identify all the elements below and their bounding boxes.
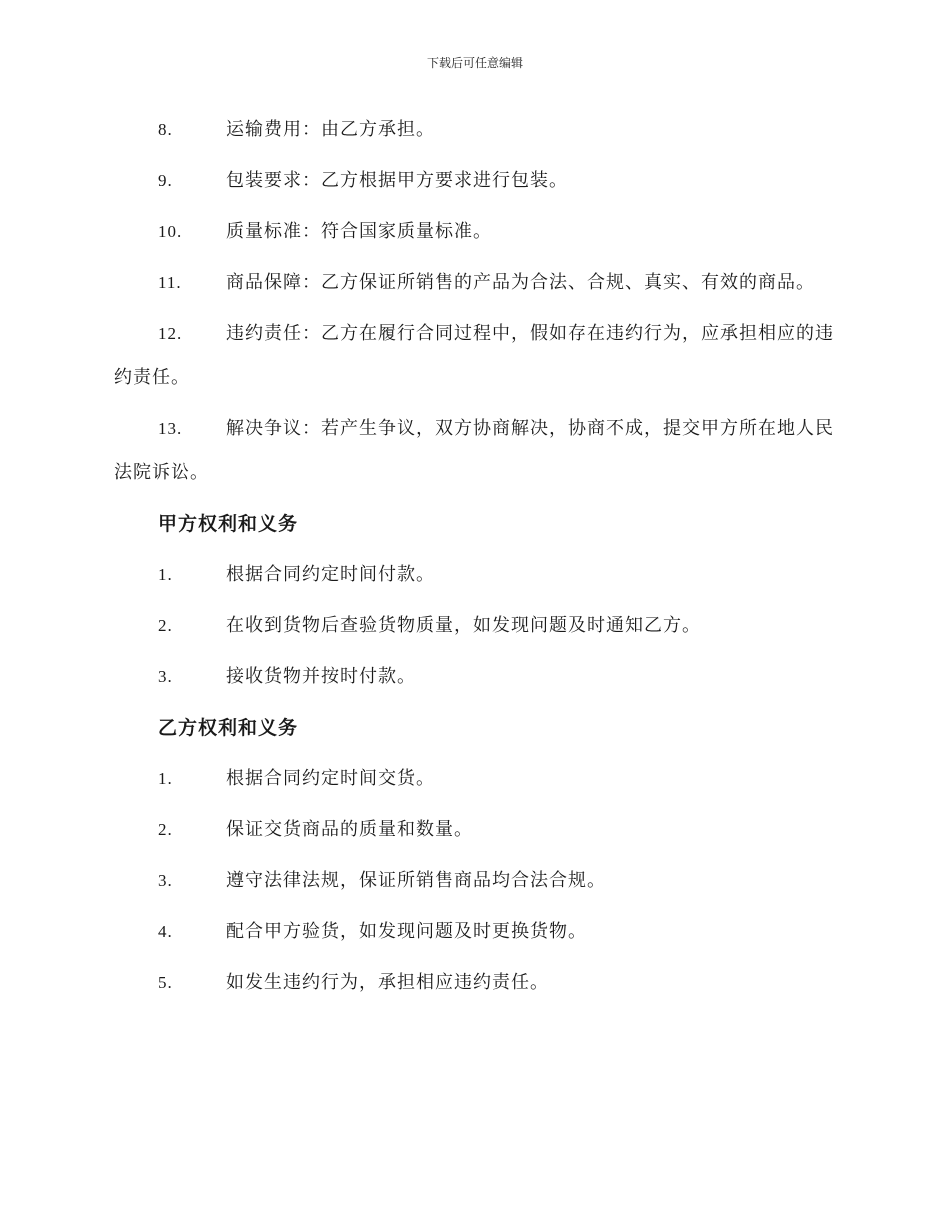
section-title-party-a: 甲方权利和义务 (158, 513, 299, 535)
item-number: 1. (158, 769, 173, 788)
clause-number: 13. (158, 419, 183, 438)
party-b-item (114, 808, 834, 852)
item-number: 3. (158, 667, 173, 686)
item-text: 遵守法律法规，保证所销售商品均合法合规。 (226, 870, 606, 891)
party-b-item (114, 757, 834, 801)
party-b-item (114, 910, 834, 954)
party-a-item (114, 553, 834, 597)
clause-text: 包装要求：乙方根据甲方要求进行包装。 (226, 170, 568, 191)
party-a-item (114, 655, 834, 699)
item-text: 根据合同约定时间交货。 (226, 768, 435, 789)
clause-item-8 (114, 108, 834, 152)
item-text: 保证交货商品的质量和数量。 (226, 819, 473, 840)
party-b-item (114, 859, 834, 903)
clause-number: 10. (158, 222, 183, 241)
item-number: 2. (158, 820, 173, 839)
item-number: 2. (158, 616, 173, 635)
clause-item-13 (114, 407, 834, 495)
item-number: 3. (158, 871, 173, 890)
clause-number: 8. (158, 120, 173, 139)
clause-text: 运输费用：由乙方承担。 (226, 119, 435, 140)
clause-item-11 (114, 261, 834, 305)
clause-number: 12. (158, 324, 183, 343)
item-text: 接收货物并按时付款。 (226, 666, 416, 687)
section-title-party-b: 乙方权利和义务 (158, 717, 299, 739)
party-a-item (114, 604, 834, 648)
item-number: 5. (158, 973, 173, 992)
item-text: 如发生违约行为，承担相应违约责任。 (226, 972, 549, 993)
page-header: 下载后可任意编辑 (426, 56, 523, 70)
item-number: 4. (158, 922, 173, 941)
item-text: 配合甲方验货，如发现问题及时更换货物。 (226, 921, 587, 942)
party-b-item (114, 961, 834, 1005)
clause-text: 违约责任：乙方在履行合同过程中，假如存在违约行为，应承担相应的违约责任。 (114, 323, 834, 388)
document-body (114, 108, 834, 1012)
clause-text: 商品保障：乙方保证所销售的产品为合法、合规、真实、有效的商品。 (226, 272, 815, 293)
clause-number: 9. (158, 171, 173, 190)
clause-item-10 (114, 210, 834, 254)
clause-text: 质量标准：符合国家质量标准。 (226, 221, 492, 242)
item-text: 在收到货物后查验货物质量，如发现问题及时通知乙方。 (226, 615, 701, 636)
clause-item-9 (114, 159, 834, 203)
clause-number: 11. (158, 273, 182, 292)
item-text: 根据合同约定时间付款。 (226, 564, 435, 585)
clause-text: 解决争议：若产生争议，双方协商解决，协商不成，提交甲方所在地人民法院诉讼。 (114, 418, 834, 483)
clause-item-12 (114, 312, 834, 400)
item-number: 1. (158, 565, 173, 584)
